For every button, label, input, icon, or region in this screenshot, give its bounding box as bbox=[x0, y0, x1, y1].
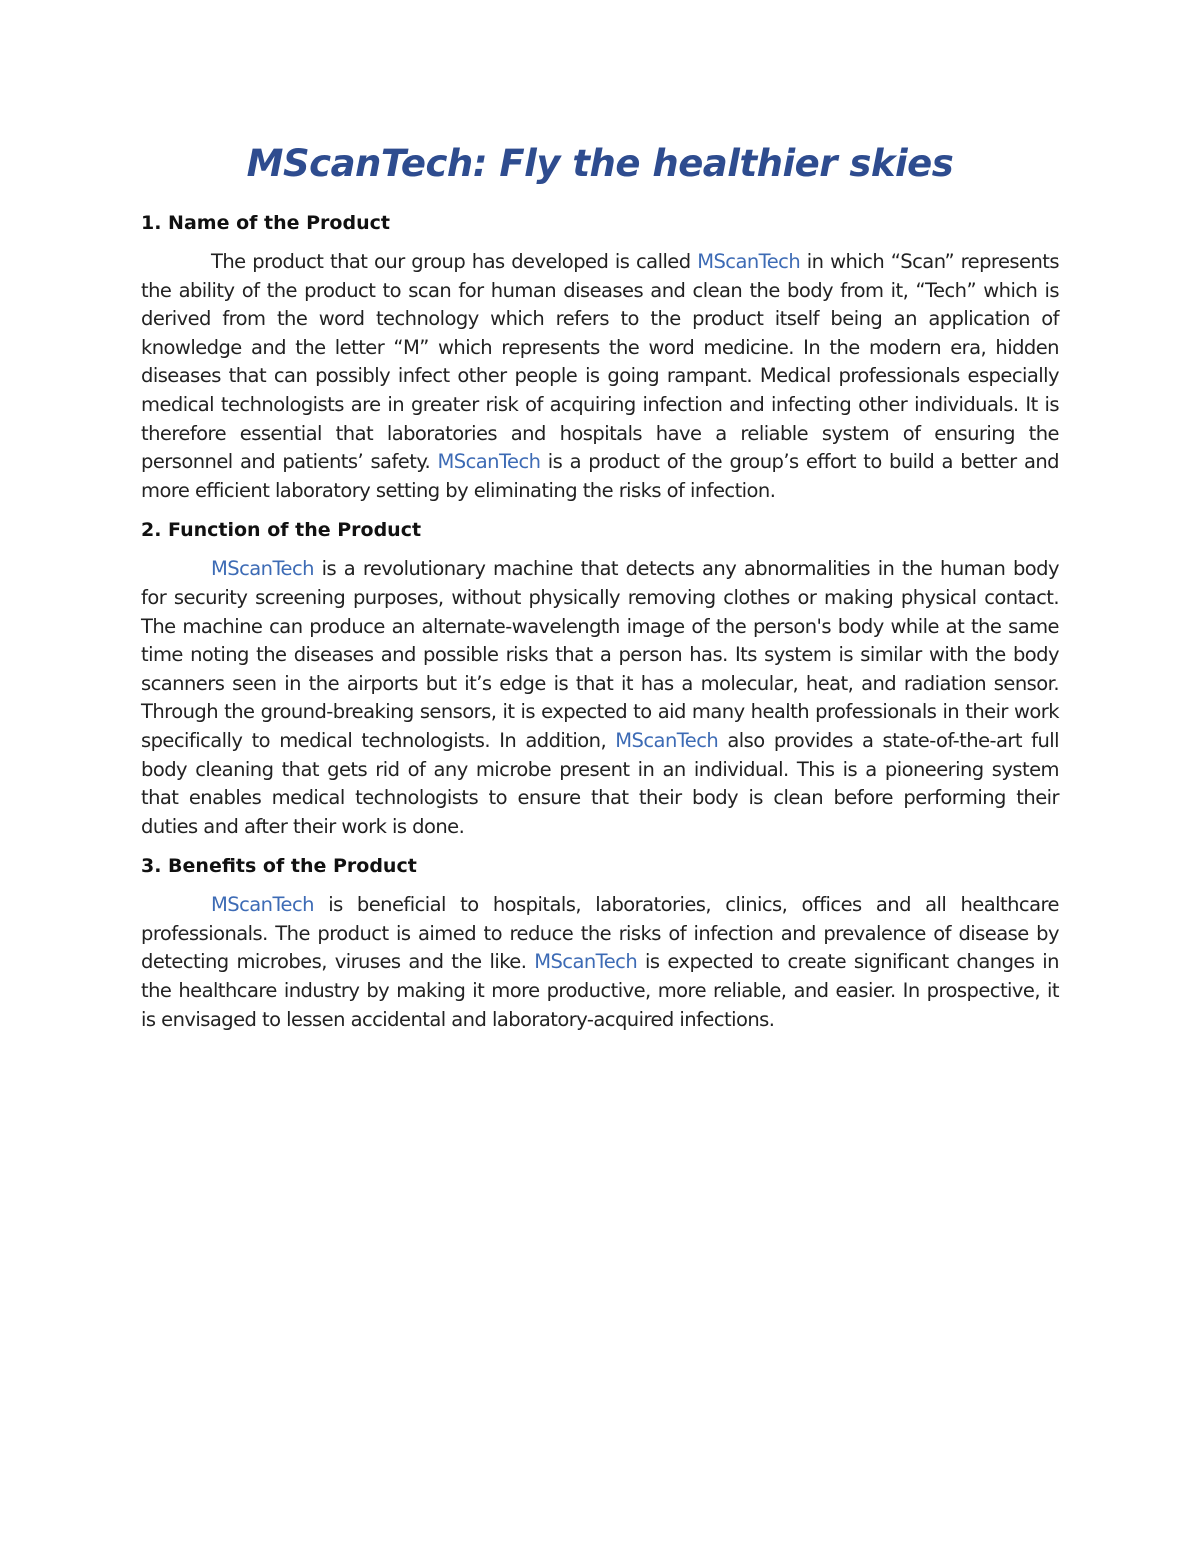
paragraph-text: is a revolutionary machine that detects any abnormalities in the human body for security screening purposes, without physically removing clothes or making physical contact. The machine can produce an alternate-wavelength image of the person's body while at the same time noting the diseases and possible risks that a person has. Its system is similar with the body scanners seen in the airports but it’s edge is that it has a molecular, heat, and radiation sensor. Through the ground-breaking sensors, it is expected to aid many health professionals in their work specifically to medical technologists. In addition, bbox=[141, 557, 1059, 752]
document-title: MScanTech: Fly the healthier skies bbox=[246, 142, 954, 185]
section-function-of-product bbox=[141, 517, 1059, 841]
brand-name: MScanTech bbox=[615, 728, 719, 752]
paragraph-text: in which “Scan” represents the ability of the product to scan for human diseases and clean the body from it, “Tech” which is derived from the word technology which refers to the product itself being an application of knowledge and the letter “M” which represents the word medicine. In the modern era, hidden diseases that can possibly infect other people is going rampant. Medical professionals especially medical technologists are in greater risk of acquiring infection and infecting other individuals. It is therefore essential that laboratories and hospitals have a reliable system of ensuring the personnel and patients’ safety. bbox=[141, 250, 1059, 474]
section-heading: 2. Function of the Product bbox=[141, 519, 422, 542]
brand-name: MScanTech bbox=[211, 893, 314, 917]
section-paragraph bbox=[141, 248, 1059, 505]
brand-name: MScanTech bbox=[437, 450, 541, 474]
document-page bbox=[141, 140, 1059, 1046]
section-heading: 3. Benefits of the Product bbox=[141, 855, 417, 878]
brand-name: MScanTech bbox=[534, 950, 638, 974]
paragraph-text: is a product of the group’s effort to build a better and more efficient laboratory setting by eliminating the risks of infection. bbox=[141, 450, 1059, 502]
paragraph-text: The product that our group has developed is called bbox=[211, 250, 698, 273]
section-heading: 1. Name of the Product bbox=[141, 212, 390, 234]
section-benefits-of-product bbox=[141, 853, 1059, 1034]
paragraph-text: also provides a state-of-the-art full body cleaning that gets rid of any microbe present in an individual. This is a pioneering system that enables medical technologists to ensure that their body is clean before performing their duties and after their work is done. bbox=[141, 728, 1059, 838]
section-paragraph bbox=[141, 891, 1059, 1034]
brand-name: MScanTech bbox=[211, 557, 314, 581]
section-name-of-product bbox=[141, 210, 1059, 505]
paragraph-text: is beneficial to hospitals, laboratories, clinics, offices and all healthcare professionals. The product is aimed to reduce the risks of infection and prevalence of disease by detecting microbes, viruses and the like. bbox=[141, 893, 1059, 974]
paragraph-text: is expected to create significant changes in the healthcare industry by making it more productive, more reliable, and easier. In prospective, it is envisaged to lessen accidental and laboratory-acquired infections. bbox=[141, 950, 1059, 1031]
section-paragraph bbox=[141, 555, 1059, 841]
brand-name: MScanTech bbox=[697, 250, 801, 273]
